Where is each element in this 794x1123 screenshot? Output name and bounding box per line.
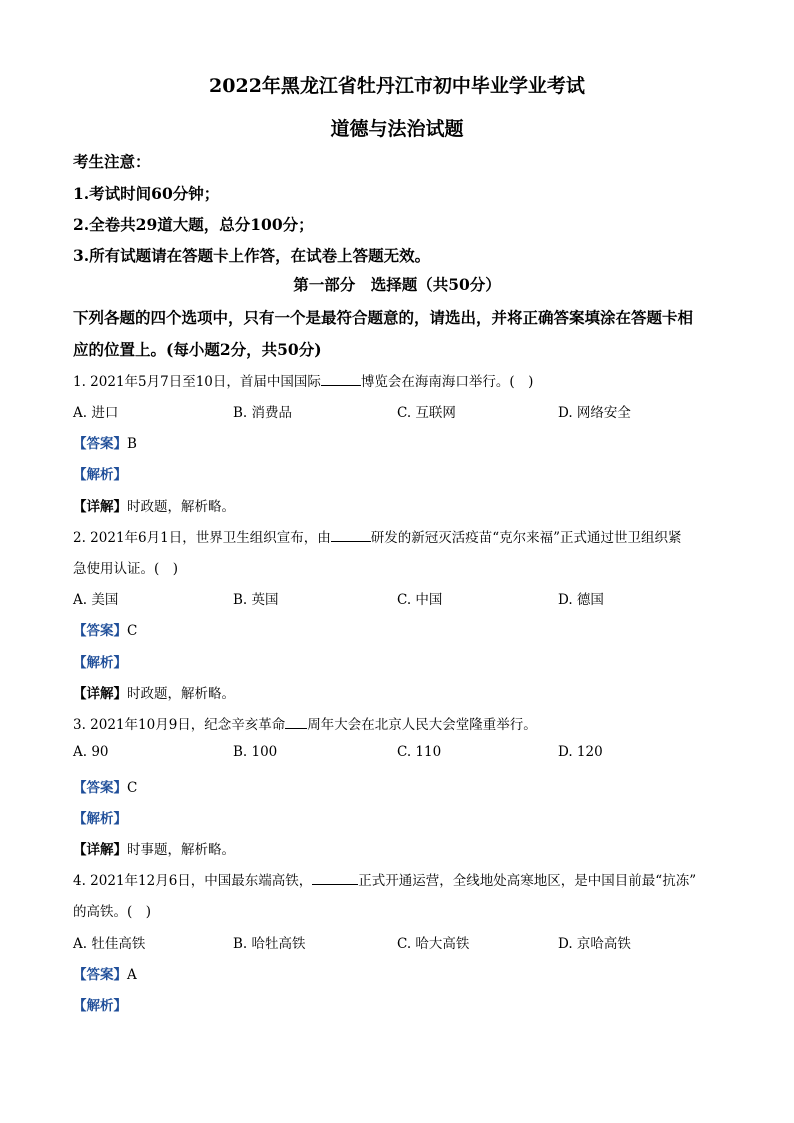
q4-answer: 【答案】A <box>73 967 137 983</box>
q2-option-d: D. 德国 <box>558 592 604 608</box>
q3-option-c: C. 110 <box>397 744 442 760</box>
q1-detail: 【详解】时政题，解析略。 <box>73 499 235 515</box>
q1-option-d: D. 网络安全 <box>558 405 631 421</box>
q3-option-a: A. 90 <box>73 744 109 760</box>
detail-label: 【详解】 <box>73 499 127 515</box>
question-2-stem: 2. 2021年6月1日，世界卫生组织宣布，由 研发的新冠灭活疫苗“克尔来福”正式通过世卫组织紧 <box>73 530 682 546</box>
q3-option-d: D. 120 <box>558 744 603 760</box>
q3-answer: 【答案】C <box>73 780 138 796</box>
detail-label: 【详解】 <box>73 686 127 702</box>
q3-analysis <box>73 807 127 827</box>
detail-label: 【详解】 <box>73 842 127 858</box>
question-1-stem: 1. 2021年5月7日至10日，首届中国国际 博览会在海南海口举行。( ) <box>73 374 534 390</box>
q4-analysis <box>73 994 127 1014</box>
q4-option-c: C. 哈大高铁 <box>397 936 470 952</box>
answer-label: 【答案】 <box>73 967 127 983</box>
q2-analysis <box>73 651 127 671</box>
question-3-stem: 3. 2021年10月9日，纪念辛亥革命 周年大会在北京人民大会堂隆重举行。 <box>73 717 537 733</box>
exam-title: 2022年黑龙江省牡丹江市初中毕业学业考试 <box>209 75 585 97</box>
q4-option-b: B. 哈牡高铁 <box>233 936 306 952</box>
exam-subtitle: 道德与法治试题 <box>330 118 464 140</box>
q2-option-b: B. 英国 <box>233 592 279 608</box>
analysis-label: 【解析】 <box>73 998 127 1014</box>
notice-item-2: 2.全卷共29道大题，总分100分； <box>73 215 314 234</box>
q1-answer: 【答案】B <box>73 436 137 452</box>
question-4-stem: 4. 2021年12月6日，中国最东端高铁， 正式开通运营，全线地处高寒地区，是中国目前最“抗冻” <box>73 873 697 889</box>
answer-label: 【答案】 <box>73 623 127 639</box>
q1-option-b: B. 消费品 <box>233 405 293 421</box>
analysis-label: 【解析】 <box>73 811 127 827</box>
q4-option-a: A. 牡佳高铁 <box>73 936 146 952</box>
instruction-line-1: 下列各题的四个选项中，只有一个是最符合题意的，请选出，并将正确答案填涂在答题卡相 <box>73 308 694 327</box>
q1-analysis <box>73 463 127 483</box>
q2-detail: 【详解】时政题，解析略。 <box>73 686 235 702</box>
answer-label: 【答案】 <box>73 780 127 796</box>
q4-option-d: D. 京哈高铁 <box>558 936 631 952</box>
q2-answer: 【答案】C <box>73 623 138 639</box>
fill-blank <box>312 872 358 885</box>
notice-heading: 考生注意： <box>73 152 151 171</box>
answer-label: 【答案】 <box>73 436 127 452</box>
fill-blank <box>321 373 361 386</box>
q1-option-a: A. 进口 <box>73 405 119 421</box>
question-4-stem-line2: 的高铁。( ) <box>73 904 152 920</box>
q3-detail: 【详解】时事题，解析略。 <box>73 842 235 858</box>
q2-option-c: C. 中国 <box>397 592 443 608</box>
notice-item-1: 1.考试时间60分钟； <box>73 184 220 203</box>
q1-option-c: C. 互联网 <box>397 405 456 421</box>
fill-blank <box>285 716 307 729</box>
q2-option-a: A. 美国 <box>73 592 119 608</box>
part-title: 第一部分 选择题（共50分） <box>293 275 501 294</box>
analysis-label: 【解析】 <box>73 655 127 671</box>
notice-item-3: 3.所有试题请在答题卡上作答，在试卷上答题无效。 <box>73 246 431 265</box>
instruction-line-2: 应的位置上。(每小题2分，共50分) <box>73 340 322 359</box>
question-2-stem-line2: 急使用认证。( ) <box>73 561 179 577</box>
q3-option-b: B. 100 <box>233 744 278 760</box>
fill-blank <box>331 529 371 542</box>
analysis-label: 【解析】 <box>73 467 127 483</box>
